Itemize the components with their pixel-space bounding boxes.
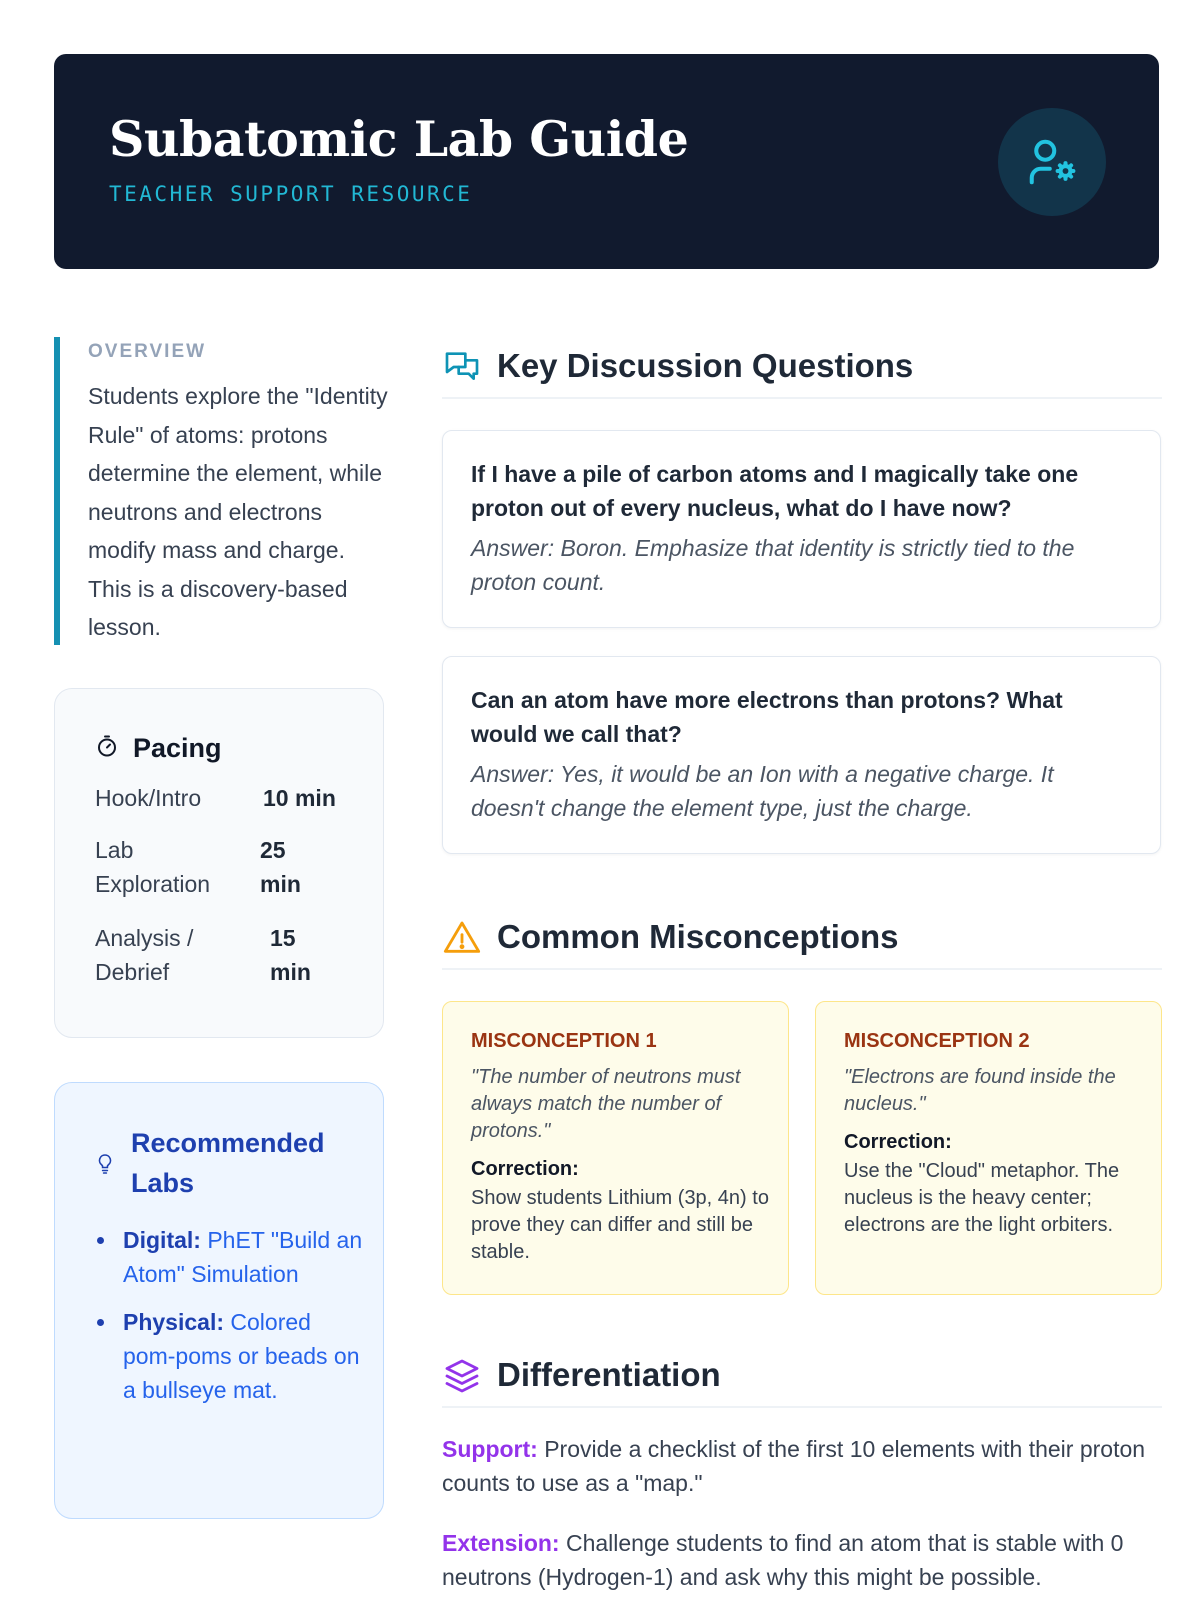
- labs-item-text: Colored pom-poms or beads on a bullseye mat.: [123, 1309, 360, 1403]
- misconception-card: [815, 1001, 1162, 1295]
- extension-label: Extension:: [442, 1530, 560, 1556]
- answer-text: Answer: Boron. Emphasize that identity is strictly tied to the proton count.: [471, 535, 1075, 595]
- support-label: Support:: [442, 1436, 538, 1462]
- labs-list: [123, 1223, 363, 1421]
- header-banner: [54, 54, 1159, 269]
- extension-text: Challenge students to find an atom that is stable with 0 neutrons (Hydrogen-1) and ask why this might be possible.: [442, 1530, 1124, 1590]
- labs-item-label: Digital:: [123, 1227, 201, 1253]
- support-paragraph: [442, 1432, 1164, 1500]
- misconception-card: [442, 1001, 789, 1295]
- questions-heading: [442, 339, 1162, 399]
- correction-text: Use the "Cloud" metaphor. The nucleus is the heavy center; electrons are the light orbiters.: [844, 1160, 1120, 1236]
- question-card: [442, 656, 1161, 854]
- pacing-activity: Lab Exploration: [95, 837, 211, 897]
- labs-item-text: PhET "Build an Atom" Simulation: [123, 1227, 363, 1287]
- pacing-card: [54, 688, 384, 1038]
- misconceptions-heading-text: Common Misconceptions: [497, 918, 899, 955]
- pacing-time: 10 min: [263, 785, 336, 811]
- pacing-title: Pacing: [133, 733, 222, 763]
- differentiation-heading: [442, 1348, 1162, 1408]
- bullet-dot: [97, 1237, 104, 1244]
- user-gear-icon: [998, 108, 1106, 216]
- question-text: If I have a pile of carbon atoms and I magically take one proton out of every nucleus, what do I have now?: [471, 461, 1079, 521]
- pacing-header: [95, 733, 222, 764]
- pacing-time: 25 min: [260, 837, 301, 897]
- answer-text: Answer: Yes, it would be an Ion with a negative charge. It doesn't change the element type, just the charge.: [471, 761, 1054, 821]
- question-text: Can an atom have more electrons than protons? What would we call that?: [471, 687, 1063, 747]
- support-text: Provide a checklist of the first 10 elements with their proton counts to use as a "map.": [442, 1436, 1146, 1496]
- labs-item: [123, 1305, 363, 1407]
- misconception-label: MISCONCEPTION 2: [844, 1030, 1030, 1052]
- labs-item: [123, 1223, 363, 1291]
- extension-paragraph: [442, 1526, 1164, 1594]
- pacing-activity: Hook/Intro: [95, 785, 202, 811]
- correction-label: Correction:: [471, 1158, 579, 1180]
- chat-bubbles-icon: [442, 347, 482, 392]
- misconceptions-heading: [442, 910, 1162, 970]
- bullet-dot: [97, 1319, 104, 1326]
- overview-section: [54, 337, 390, 645]
- pacing-activity: Analysis / Debrief: [95, 925, 194, 985]
- correction-text: Show students Lithium (3p, 4n) to prove they can differ and still be stable.: [471, 1187, 769, 1263]
- labs-item-label: Physical:: [123, 1309, 224, 1335]
- warning-triangle-icon: [442, 918, 482, 963]
- labs-title: Recommended Labs: [131, 1128, 325, 1198]
- correction-label: Correction:: [844, 1131, 952, 1153]
- page-title: Subatomic Lab Guide: [109, 110, 689, 168]
- stopwatch-icon: [95, 734, 119, 763]
- pacing-time: 15 min: [270, 925, 311, 985]
- misconception-quote: "The number of neutrons must always match the number of protons.": [471, 1066, 741, 1142]
- misconception-label: MISCONCEPTION 1: [471, 1030, 657, 1052]
- layers-icon: [442, 1356, 482, 1401]
- page-subtitle: TEACHER SUPPORT RESOURCE: [109, 182, 473, 206]
- questions-heading-text: Key Discussion Questions: [497, 347, 914, 384]
- misconception-quote: "Electrons are found inside the nucleus.": [844, 1066, 1116, 1115]
- overview-label: OVERVIEW: [88, 341, 207, 362]
- recommended-labs-card: [54, 1082, 384, 1519]
- lightbulb-icon: [97, 1153, 113, 1180]
- differentiation-heading-text: Differentiation: [497, 1356, 721, 1393]
- overview-text: Students explore the "Identity Rule" of atoms: protons determine the element, while neutrons and electrons modify mass and charge. This is a discovery-based lesson.: [88, 383, 388, 640]
- question-card: [442, 430, 1161, 628]
